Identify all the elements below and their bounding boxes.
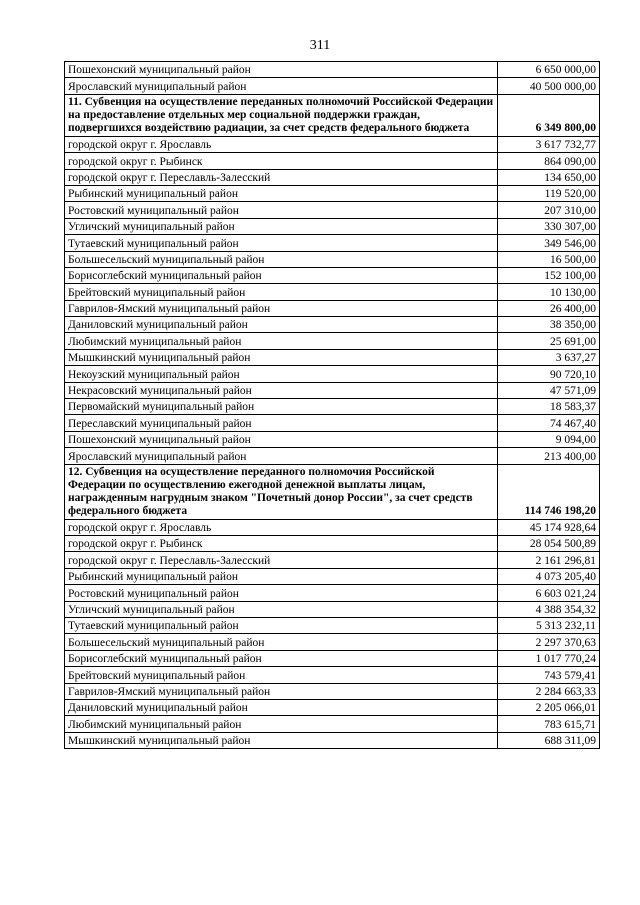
- table-row: [65, 251, 600, 267]
- recipient-name: городской округ г. Переславль-Залесский: [65, 552, 498, 568]
- table-row: [65, 552, 600, 568]
- table-row: [65, 284, 600, 300]
- amount: 2 297 370,63: [498, 634, 600, 650]
- amount: 26 400,00: [498, 300, 600, 316]
- table-row: [65, 300, 600, 316]
- amount: 38 350,00: [498, 317, 600, 333]
- amount: 2 161 296,81: [498, 552, 600, 568]
- table-row: [65, 317, 600, 333]
- recipient-name: Брейтовский муниципальный район: [65, 284, 498, 300]
- recipient-name: Даниловский муниципальный район: [65, 699, 498, 715]
- recipient-name: Любимский муниципальный район: [65, 333, 498, 349]
- recipient-name: Даниловский муниципальный район: [65, 317, 498, 333]
- table-row: [65, 732, 600, 748]
- amount: 90 720,10: [498, 366, 600, 382]
- recipient-name: городской округ г. Рыбинск: [65, 535, 498, 551]
- table-row: [65, 519, 600, 535]
- subvention-table-body: [65, 62, 600, 749]
- section-total: 6 349 800,00: [498, 94, 600, 136]
- recipient-name: Ростовский муниципальный район: [65, 202, 498, 218]
- recipient-name: Гаврилов-Ямский муниципальный район: [65, 683, 498, 699]
- recipient-name: Гаврилов-Ямский муниципальный район: [65, 300, 498, 316]
- table-row: [65, 585, 600, 601]
- table-row: [65, 431, 600, 447]
- amount: 688 311,09: [498, 732, 600, 748]
- amount: 2 205 066,01: [498, 699, 600, 715]
- section-total: 114 746 198,20: [498, 464, 600, 519]
- table-row: [65, 349, 600, 365]
- table-row: [65, 153, 600, 169]
- amount: 25 691,00: [498, 333, 600, 349]
- amount: 4 388 354,32: [498, 601, 600, 617]
- recipient-name: Ярославский муниципальный район: [65, 448, 498, 464]
- recipient-name: Мышкинский муниципальный район: [65, 732, 498, 748]
- recipient-name: Угличский муниципальный район: [65, 218, 498, 234]
- amount: 4 073 205,40: [498, 568, 600, 584]
- section-title: 12. Субвенция на осуществление переданного полномочия Российской Федерации по осуществлению ежегодной денежной выплаты лицам, награжденным нагрудным знаком "Почетный донор России", за счет средств федерального бюджета: [65, 464, 498, 519]
- recipient-name: Некоузский муниципальный район: [65, 366, 498, 382]
- recipient-name: городской округ г. Ярославль: [65, 519, 498, 535]
- page-number: 311: [309, 38, 331, 53]
- table-row: [65, 218, 600, 234]
- table-row: [65, 699, 600, 715]
- recipient-name: Большесельский муниципальный район: [65, 634, 498, 650]
- table-row: [65, 169, 600, 185]
- table-row: [65, 62, 600, 78]
- recipient-name: Пошехонский муниципальный район: [65, 62, 498, 78]
- table-row: [65, 78, 600, 94]
- amount: 213 400,00: [498, 448, 600, 464]
- table-row: [65, 399, 600, 415]
- amount: 18 583,37: [498, 399, 600, 415]
- amount: 1 017 770,24: [498, 650, 600, 666]
- recipient-name: Борисоглебский муниципальный район: [65, 267, 498, 283]
- amount: 330 307,00: [498, 218, 600, 234]
- table-row: [65, 382, 600, 398]
- table-row: [65, 716, 600, 732]
- amount: 9 094,00: [498, 431, 600, 447]
- table-row: [65, 366, 600, 382]
- amount: 2 284 663,33: [498, 683, 600, 699]
- table-row: [65, 448, 600, 464]
- amount: 3 637,27: [498, 349, 600, 365]
- table-row: [65, 185, 600, 201]
- amount: 6 603 021,24: [498, 585, 600, 601]
- subvention-table: [64, 61, 600, 749]
- amount: 6 650 000,00: [498, 62, 600, 78]
- table-row: [65, 601, 600, 617]
- recipient-name: Пошехонский муниципальный район: [65, 431, 498, 447]
- amount: 743 579,41: [498, 667, 600, 683]
- recipient-name: городской округ г. Рыбинск: [65, 153, 498, 169]
- recipient-name: Любимский муниципальный район: [65, 716, 498, 732]
- recipient-name: Первомайский муниципальный район: [65, 399, 498, 415]
- table-row: [65, 667, 600, 683]
- amount: 45 174 928,64: [498, 519, 600, 535]
- table-row: [65, 634, 600, 650]
- table-row: [65, 235, 600, 251]
- recipient-name: Некрасовский муниципальный район: [65, 382, 498, 398]
- table-row: [65, 415, 600, 431]
- recipient-name: Ростовский муниципальный район: [65, 585, 498, 601]
- amount: 783 615,71: [498, 716, 600, 732]
- recipient-name: Ярославский муниципальный район: [65, 78, 498, 94]
- amount: 47 571,09: [498, 382, 600, 398]
- amount: 134 650,00: [498, 169, 600, 185]
- recipient-name: Борисоглебский муниципальный район: [65, 650, 498, 666]
- table-row: [65, 617, 600, 633]
- recipient-name: Мышкинский муниципальный район: [65, 349, 498, 365]
- recipient-name: городской округ г. Переславль-Залесский: [65, 169, 498, 185]
- section-header-row: [65, 94, 600, 136]
- amount: 349 546,00: [498, 235, 600, 251]
- recipient-name: Рыбинский муниципальный район: [65, 185, 498, 201]
- amount: 864 090,00: [498, 153, 600, 169]
- amount: 10 130,00: [498, 284, 600, 300]
- section-header-row: [65, 464, 600, 519]
- amount: 152 100,00: [498, 267, 600, 283]
- table-row: [65, 136, 600, 152]
- amount: 40 500 000,00: [498, 78, 600, 94]
- recipient-name: Переславский муниципальный район: [65, 415, 498, 431]
- table-row: [65, 333, 600, 349]
- recipient-name: городской округ г. Ярославль: [65, 136, 498, 152]
- recipient-name: Рыбинский муниципальный район: [65, 568, 498, 584]
- table-row: [65, 568, 600, 584]
- table-row: [65, 535, 600, 551]
- amount: 5 313 232,11: [498, 617, 600, 633]
- amount: 28 054 500,89: [498, 535, 600, 551]
- amount: 3 617 732,77: [498, 136, 600, 152]
- recipient-name: Большесельский муниципальный район: [65, 251, 498, 267]
- section-title: 11. Субвенция на осуществление переданных полномочий Российской Федерации на предоставление отдельных мер социальной поддержки граждан, подвергшихся воздействию радиации, за счет средств федерального бюджета: [65, 94, 498, 136]
- table-row: [65, 202, 600, 218]
- recipient-name: Брейтовский муниципальный район: [65, 667, 498, 683]
- table-row: [65, 650, 600, 666]
- amount: 207 310,00: [498, 202, 600, 218]
- table-row: [65, 683, 600, 699]
- table-row: [65, 267, 600, 283]
- amount: 74 467,40: [498, 415, 600, 431]
- recipient-name: Угличский муниципальный район: [65, 601, 498, 617]
- amount: 119 520,00: [498, 185, 600, 201]
- recipient-name: Тутаевский муниципальный район: [65, 235, 498, 251]
- amount: 16 500,00: [498, 251, 600, 267]
- recipient-name: Тутаевский муниципальный район: [65, 617, 498, 633]
